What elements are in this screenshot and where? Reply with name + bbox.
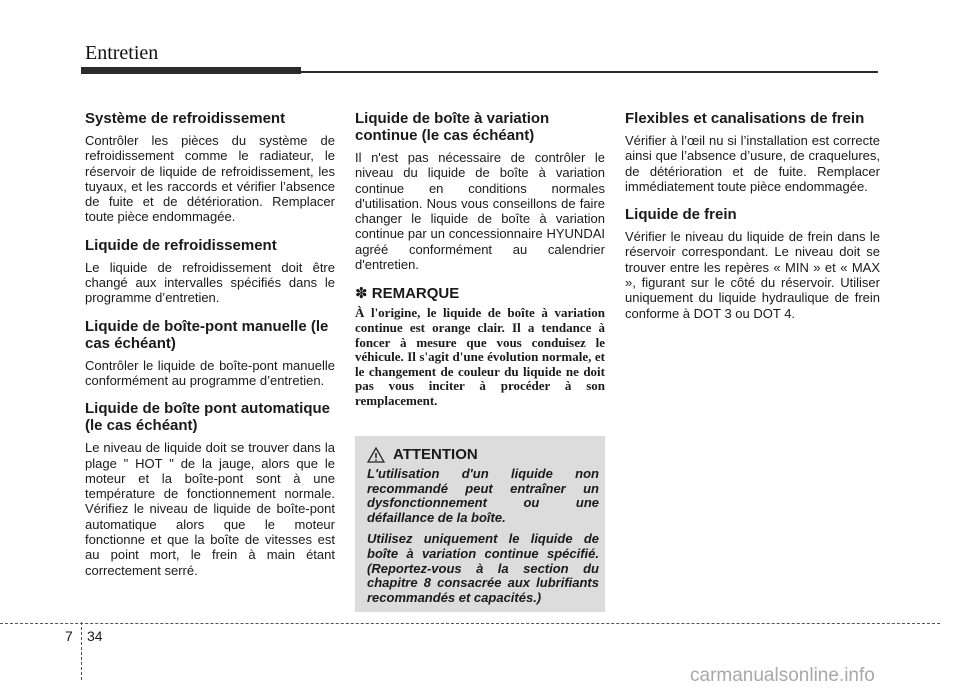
attention-header [367, 446, 599, 463]
warning-triangle-icon [367, 447, 385, 463]
remark-body: À l'origine, le liquide de boîte à variation continue est orange clair. Il a tendance à foncer à mesure que vous conduisez le véhicule. Il s'agit d'une évolution normale, et le changement de couleur du liquide ne doit pas vous inciter à procéder à son remplacement. [355, 305, 605, 408]
header-rule [301, 71, 878, 73]
heading-brake-fluid: Liquide de frein [625, 206, 737, 224]
heading-manual-transaxle-fluid: Liquide de boîte-pont manuelle (le cas échéant) [85, 317, 329, 352]
heading-cooling-system: Système de refroidissement [85, 110, 286, 127]
attention-box [355, 436, 605, 612]
page-header-title: Entretien [85, 42, 159, 64]
paragraph-cooling-system: Contrôler les pièces du système de refroidissement comme le radiateur, le réservoir de liquide de refroidissement, les tuyaux, et les raccords et vérifier l’absence de fuite et de détérioration. Remplacer toute pièce endommagée. [85, 133, 335, 225]
paragraph-brake-fluid: Vérifier le niveau du liquide de frein dans le réservoir correspondant. Le niveau doit se trouver entre les repères « MIN » et « MAX », figurant sur le côté du réservoir. Utiliser uniquement du liquide hydraulique de frein conforme à DOT 3 ou DOT 4. [625, 229, 880, 321]
heading-cvt-fluid: Liquide de boîte à variation continue (le cas échéant) [355, 110, 550, 144]
footer-separator [81, 622, 82, 680]
heading-coolant: Liquide de refroidissement [85, 236, 277, 254]
attention-paragraph-1: L'utilisation d'un liquide non recommandé peut entraîner un dysfonctionnement ou une défaillance de la boîte. [367, 466, 599, 525]
paragraph-manual-transaxle-fluid: Contrôler le liquide de boîte-pont manuelle conformément au programme d’entretien. [85, 357, 335, 388]
heading-automatic-transaxle-fluid: Liquide de boîte pont automatique (le cas échéant) [85, 400, 330, 435]
column-right [625, 110, 880, 333]
watermark: carmanualsonline.info [690, 665, 875, 686]
remark-title: ✽ REMARQUE [355, 285, 460, 303]
paragraph-cvt-fluid: Il n'est pas nécessaire de contrôler le niveau du liquide de boîte à variation continue en conditions normales d'utilisation. Nous vous conseillons de faire changer le liquide de boîte à variation continue par un concessionnaire HYUNDAI agréé conformément au calendrier d'entretien. [355, 150, 605, 273]
header-bar [81, 67, 301, 74]
column-middle [355, 110, 605, 409]
attention-title: ATTENTION [393, 446, 478, 463]
page-number: 34 [87, 628, 103, 644]
heading-brake-hoses: Flexibles et canalisations de frein [625, 110, 865, 127]
column-left [85, 110, 335, 590]
chapter-number: 7 [65, 628, 73, 644]
paragraph-brake-hoses: Vérifier à l’œil nu si l’installation est correcte ainsi que l’absence d’usure, de craquelures, de détérioration et de fuite. Remplacer immédiatement toute pièce endommagée. [625, 133, 880, 194]
paragraph-automatic-transaxle-fluid: Le niveau de liquide doit se trouver dans la plage " HOT " de la jauge, alors que le moteur et la boîte-pont sont à une température de fonctionnement normale. Vérifiez le niveau de liquide de boîte-pont automatique alors que le moteur fonctionne et que la boîte de vitesses est au point mort, le frein à main étant correctement serré. [85, 440, 335, 578]
paragraph-coolant: Le liquide de refroidissement doit être changé aux intervalles spécifiés dans le programme d’entretien. [85, 259, 335, 306]
footer-rule [0, 623, 940, 624]
attention-paragraph-2: Utilisez uniquement le liquide de boîte à variation continue spécifié. (Reportez-vous à la section du chapitre 8 consacrée aux lubrifiants recommandés et capacités.) [367, 531, 599, 605]
